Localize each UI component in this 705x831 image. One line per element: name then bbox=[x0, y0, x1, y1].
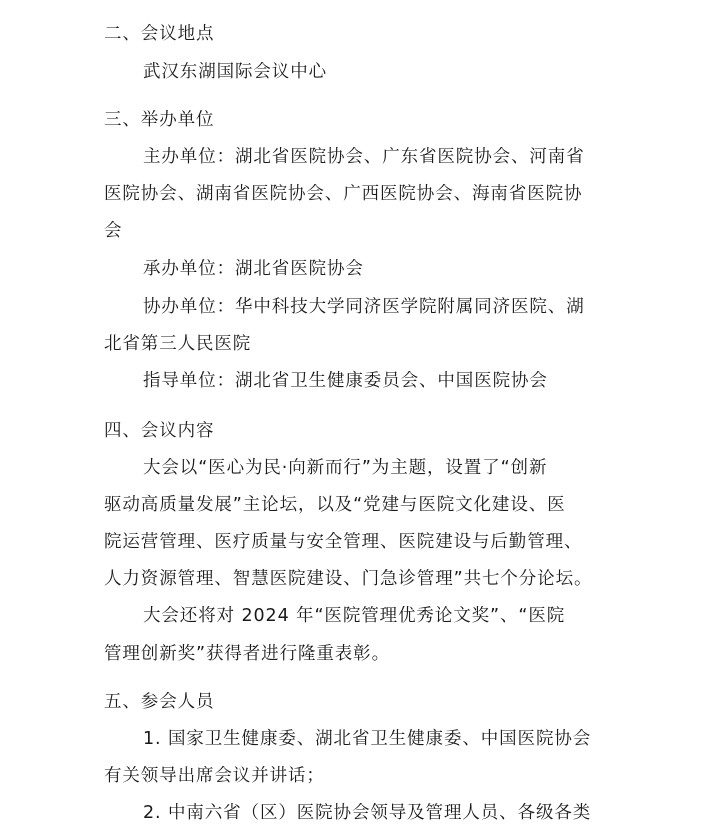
section-heading-location: 二、会议地点 bbox=[104, 24, 215, 44]
content-p1-line-4: 人力资源管理、智慧医院建设、门急诊管理”共七个分论坛。 bbox=[104, 569, 593, 589]
content-p2-line-1: 大会还将对 2024 年“医院管理优秀论文奖”、“医院 bbox=[143, 606, 566, 626]
section-heading-content: 四、会议内容 bbox=[104, 421, 215, 441]
host-line-1: 主办单位：湖北省医院协会、广东省医院协会、河南省 bbox=[143, 147, 585, 167]
participant-item-1-line-1: 1. 国家卫生健康委、湖北省卫生健康委、中国医院协会 bbox=[143, 729, 592, 749]
section-heading-participants: 五、参会人员 bbox=[104, 692, 215, 712]
co-organizer-line-2: 北省第三人民医院 bbox=[104, 334, 252, 354]
content-p1-line-2: 驱动高质量发展”主论坛，以及“党建与医院文化建设、医 bbox=[104, 495, 566, 515]
content-p1-line-3: 院运营管理、医疗质量与安全管理、医院建设与后勤管理、 bbox=[104, 532, 583, 552]
host-line-2: 医院协会、湖南省医院协会、广西医院协会、海南省医院协 bbox=[104, 184, 583, 204]
guidance-line: 指导单位：湖北省卫生健康委员会、中国医院协会 bbox=[143, 371, 548, 391]
content-p2-line-2: 管理创新奖”获得者进行隆重表彰。 bbox=[104, 644, 390, 664]
co-organizer-line-1: 协办单位：华中科技大学同济医学院附属同济医院、湖 bbox=[143, 297, 585, 317]
content-p1-line-1: 大会以“医心为民·向新而行”为主题，设置了“创新 bbox=[143, 458, 548, 478]
host-line-3: 会 bbox=[104, 221, 123, 241]
section-heading-organizers: 三、举办单位 bbox=[104, 110, 215, 130]
undertaker-line: 承办单位：湖北省医院协会 bbox=[143, 259, 364, 279]
participant-item-2-line-1: 2. 中南六省（区）医院协会领导及管理人员、各级各类 bbox=[143, 803, 592, 823]
location-text: 武汉东湖国际会议中心 bbox=[143, 62, 327, 82]
participant-item-1-line-2: 有关领导出席会议并讲话； bbox=[104, 766, 325, 786]
